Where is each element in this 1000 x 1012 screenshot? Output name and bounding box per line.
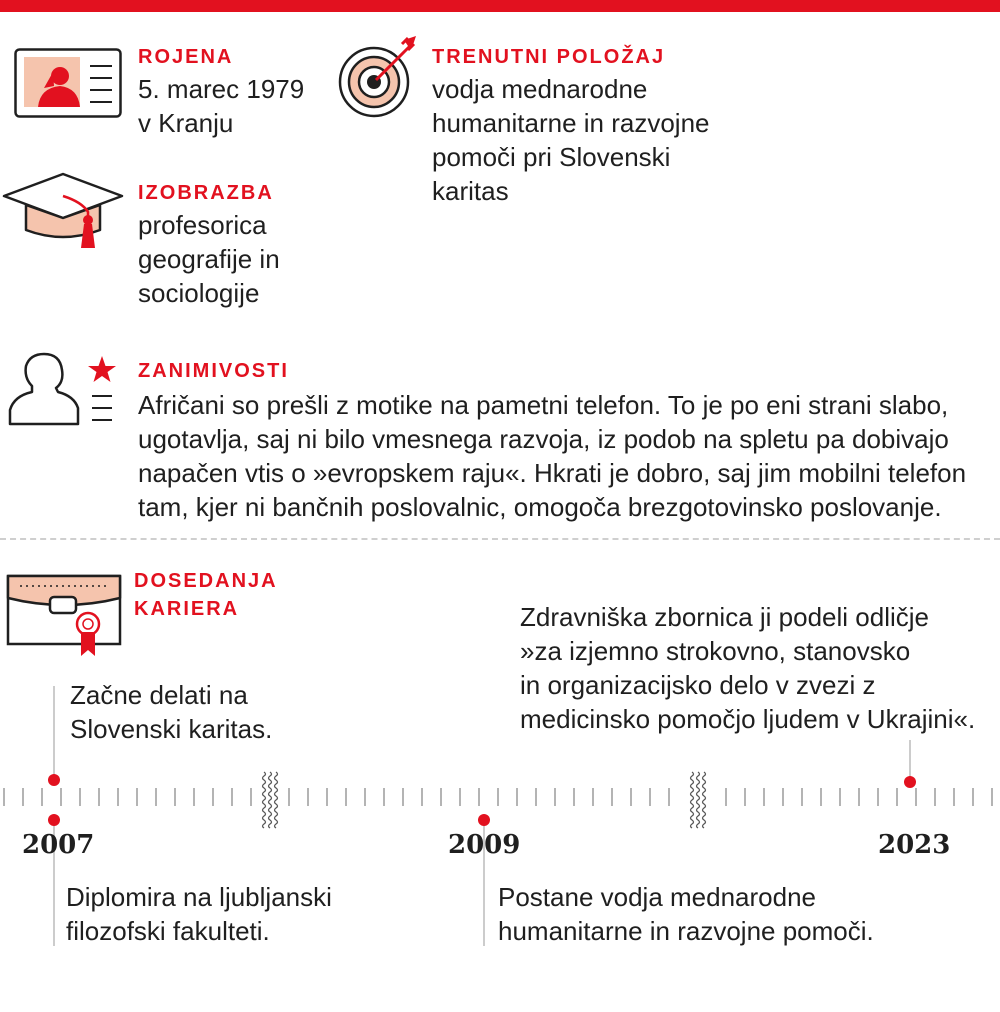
id-card-icon (14, 48, 122, 118)
event-leader-2007-above (53, 686, 55, 780)
education-line: geografije in (138, 244, 280, 274)
target-icon (336, 36, 426, 126)
position-line: karitas (432, 176, 509, 206)
year-label-2009: 2009 (448, 830, 521, 860)
position-line: pomoči pri Slovenski (432, 142, 671, 172)
year-label-2023: 2023 (878, 830, 951, 860)
trivia-line: tam, kjer ni bančnih poslovalnic, omogoča brezgotovinsko poslovanje. (138, 492, 942, 522)
position-line: humanitarne in razvojne (432, 108, 710, 138)
career-label: DOSEDANJA (134, 570, 278, 592)
timeline (0, 760, 1000, 840)
event-text-2007-below: filozofski fakulteti. (66, 916, 270, 946)
person-star-icon (6, 352, 122, 428)
event-dot-2009-below (478, 814, 490, 826)
event-text-2009-below: Postane vodja mednarodne (498, 882, 817, 912)
graduation-cap-icon (2, 172, 124, 254)
event-text-2023-above: medicinsko pomočjo ljudem v Ukrajini«. (520, 704, 976, 734)
event-text-2023-above: »za izjemno strokovno, stanovsko (520, 636, 911, 666)
born-place: v Kranju (138, 108, 234, 138)
timeline-break (269, 772, 272, 828)
event-text-2023-above: Zdravniška zbornica ji podeli odličje (520, 602, 929, 632)
event-text-2009-below: humanitarne in razvojne pomoči. (498, 916, 874, 946)
event-text-2007-below: Diplomira na ljubljanski (66, 882, 332, 912)
timeline-break (691, 772, 694, 828)
trivia-line: napačen vtis o »evropskem raju«. Hkrati je dobro, saj jim mobilni telefon (138, 458, 967, 488)
event-dot-2007-below (48, 814, 60, 826)
section-divider (0, 538, 1000, 540)
event-dot-2023-above (904, 776, 916, 788)
position-label: TRENUTNI POLOŽAJ (432, 46, 666, 68)
trivia-label: ZANIMIVOSTI (138, 360, 289, 382)
timeline-break (263, 772, 266, 828)
timeline-break (275, 772, 278, 828)
top-accent-bar (0, 0, 1000, 12)
event-dot-2007-above (48, 774, 60, 786)
timeline-break (703, 772, 706, 828)
education-label: IZOBRAZBA (138, 182, 274, 204)
education-line: profesorica (138, 210, 267, 240)
timeline-break (697, 772, 700, 828)
career-label: KARIERA (134, 598, 240, 620)
trivia-line: ugotavlja, saj ni bilo vmesnega razvoja, iz podob na spletu pa dobivajo (138, 424, 949, 454)
education-line: sociologije (138, 278, 260, 308)
position-line: vodja mednarodne (432, 74, 648, 104)
trivia-line: Afričani so prešli z motike na pametni telefon. To je po eni strani slabo, (138, 390, 949, 420)
briefcase-certificate-icon (6, 568, 124, 660)
event-text-2007-above: Slovenski karitas. (70, 714, 273, 744)
born-date: 5. marec 1979 (138, 74, 305, 104)
event-text-2023-above: in organizacijsko delo v zvezi z (520, 670, 876, 700)
event-text-2007-above: Začne delati na (70, 680, 248, 710)
year-label-2007: 2007 (22, 830, 95, 860)
born-label: ROJENA (138, 46, 234, 68)
